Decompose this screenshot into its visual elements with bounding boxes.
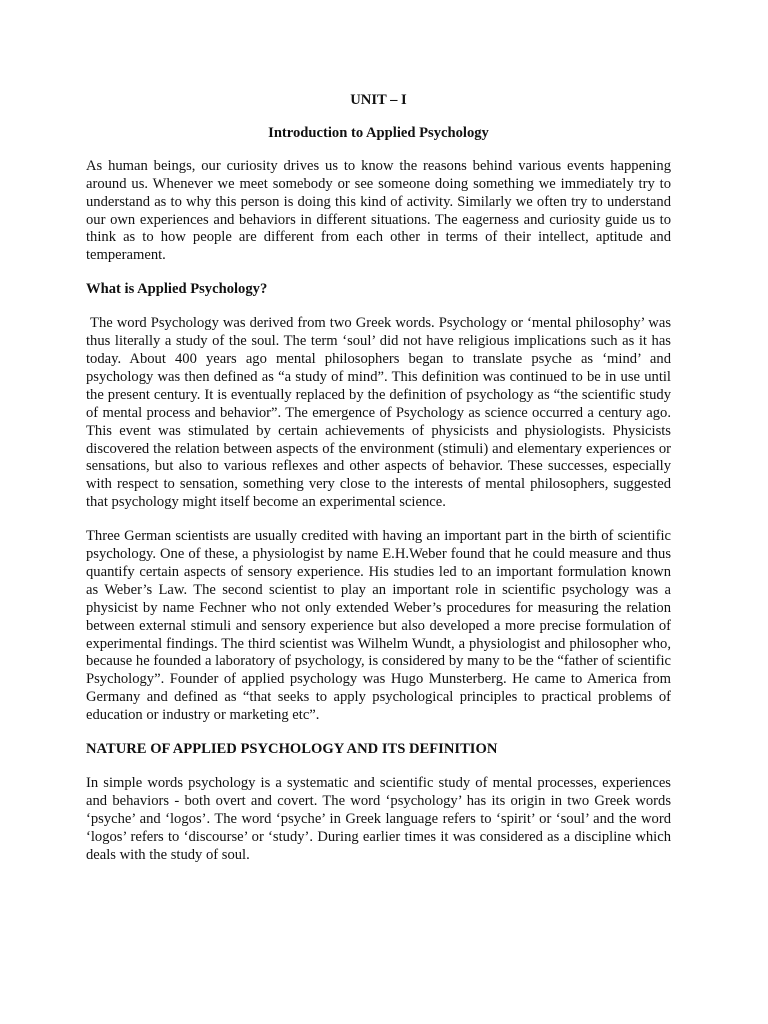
- paragraph-german-scientists: Three German scientists are usually credited with having an important part in the birth of scientific psychology. One of these, a physiologist by name E.H.Weber found that he could measure and thus quantify certain aspects of sensory experience. His studies led to an important formulation known as Weber’s Law. The second scientist to play an important role in scientific psychology was a physicist by name Fechner who not only extended Weber’s procedures for measuring the relation between external stimuli and sensory experience but also developed a more precise formulation of experimental findings. The third scientist was Wilhelm Wundt, a physiologist and philosopher who, because he founded a laboratory of psychology, is considered by many to be the “father of scientific Psychology”. Founder of applied psychology was Hugo Munsterberg. He came to America from Germany and defined as “that seeks to apply psychological principles to practical problems of education or industry or marketing etc”.: [86, 528, 671, 724]
- page-title: Introduction to Applied Psychology: [268, 124, 489, 141]
- subheading-what-is-applied-psychology: What is Applied Psychology?: [86, 281, 268, 298]
- section-heading-nature: NATURE OF APPLIED PSYCHOLOGY AND ITS DEFINITION: [86, 741, 498, 758]
- paragraph-definition: In simple words psychology is a systematic and scientific study of mental processes, experiences and behaviors - both overt and covert. The word ‘psychology’ has its origin in two Greek words ‘psyche’ and ‘logos’. The word ‘psyche’ in Greek language refers to ‘spirit’ or ‘soul’ and the word ‘logos’ refers to ‘discourse’ or ‘study’. During earlier times it was considered as a discipline which deals with the study of soul.: [86, 775, 671, 863]
- paragraph-word-origin: The word Psychology was derived from two Greek words. Psychology or ‘mental philosophy’ was thus literally a study of the soul. The term ‘soul’ did not have religious implications such as it has today. About 400 years ago mental philosophers began to translate psyche as ‘mind’ and psychology was then defined as “a study of mind”. This definition was continued to be in use until the present century. It is eventually replaced by the definition of psychology as “the scientific study of mental process and behavior”. The emergence of Psychology as science occurred a century ago. This event was stimulated by certain achievements of physicists and physiologists. Physicists discovered the relation between aspects of the environment (stimuli) and elementary experiences or sensations, but also to various reflexes and other aspects of behavior. These successes, especially with respect to sensation, something very close to the interests of mental philosophers, suggested that psychology might itself become an experimental science.: [86, 315, 671, 511]
- document-body: [86, 92, 671, 881]
- intro-paragraph: As human beings, our curiosity drives us to know the reasons behind various events happening around us. Whenever we meet somebody or see someone doing something we immediately try to understand as to why this person is doing this kind of activity. Similarly we often try to understand our own experiences and behaviors in different situations. The eagerness and curiosity guide us to think as to how people are different from each other in terms of their intellect, aptitude and temperament.: [86, 157, 671, 264]
- unit-title: UNIT – I: [350, 92, 407, 108]
